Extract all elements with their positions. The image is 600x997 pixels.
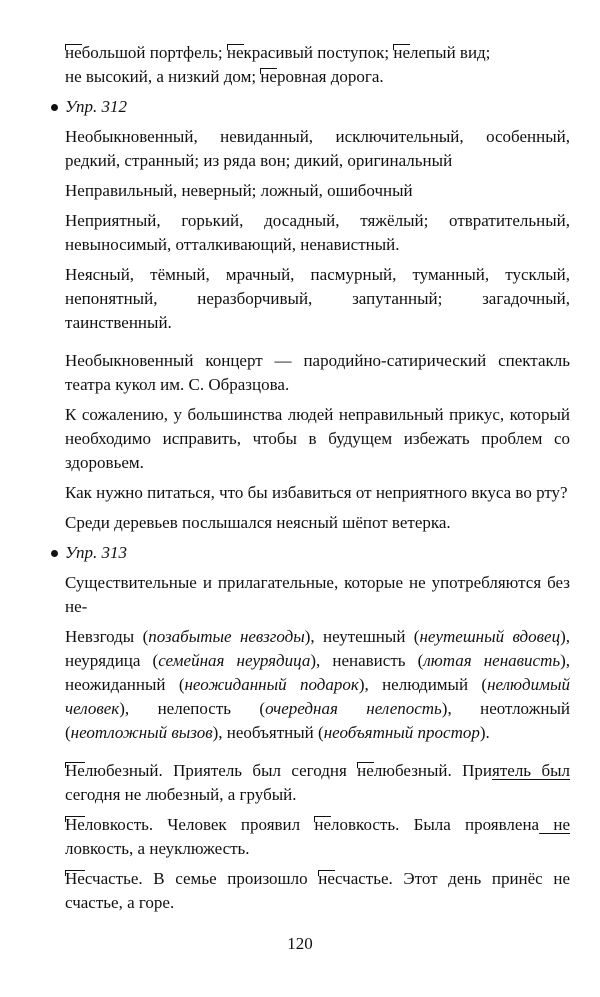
- example-phrase: нелюдимый человек: [65, 675, 571, 718]
- text: счастье. В семье произошло: [84, 869, 319, 888]
- prefix-mark: не: [260, 65, 277, 89]
- exercise-label: Упр. 312: [65, 97, 127, 116]
- page-number: 120: [287, 934, 313, 953]
- bullet-icon: [51, 104, 58, 111]
- text: ), неотложный (: [65, 699, 570, 742]
- text: красивый поступок;: [243, 43, 390, 62]
- sentence-2: К сожалению, у большинства людей неправильный прикус, который необходимо исправить, чтобы в будущем избежать проблем со здоровьем.: [65, 405, 570, 472]
- text: ), неурядица (: [65, 627, 570, 670]
- example-phrase: неожиданный подарок: [184, 675, 359, 694]
- prefix-mark: не: [357, 759, 374, 783]
- text: любезный. Приятель был сегодня: [84, 761, 358, 780]
- text: ), неожиданный (: [65, 651, 571, 694]
- synonyms-1: Необыкновенный, невиданный, исключительный, особенный, редкий, странный; из ряда вон; дикий, оригинальный: [65, 127, 570, 170]
- prefix-mark: не: [314, 813, 331, 837]
- bullet-icon: [51, 550, 58, 557]
- word-list: [65, 625, 570, 745]
- page-content: [65, 41, 570, 915]
- top-line-1: [65, 41, 570, 65]
- text: ), необъятный (: [212, 723, 324, 742]
- text: ловкость, а неуклюжесть.: [65, 839, 250, 858]
- sentence-3: Как нужно питаться, что бы избавиться от неприятного вкуса во рту?: [65, 483, 568, 502]
- prefix-mark: не: [393, 41, 410, 65]
- text: ), нелепость (: [119, 699, 266, 718]
- prefix-mark: Не: [65, 813, 85, 837]
- example-phrase: неотложный вызов: [70, 723, 213, 742]
- prefix-mark: Не: [65, 759, 85, 783]
- text: ровная дорога.: [276, 67, 384, 86]
- text: ловкость. Была проявлена: [331, 815, 540, 834]
- text: любезный. При: [373, 761, 493, 780]
- example-phrase: неутешный вдовец: [419, 627, 561, 646]
- sentence-4: Среди деревьев послышался неясный шёпот ветерка.: [65, 513, 451, 532]
- example-phrase: позабытые невзгоды: [148, 627, 305, 646]
- text: ), неутешный (: [304, 627, 420, 646]
- example-phrase: необъятный простор: [323, 723, 480, 742]
- pair-3: [65, 867, 570, 915]
- prefix-mark: не: [227, 41, 244, 65]
- synonyms-4: Неясный, тёмный, мрачный, пасмурный, туманный, тусклый, непонятный, неразборчивый, запутанный; загадочный, таинственный.: [65, 265, 570, 332]
- text: большой портфель;: [81, 43, 223, 62]
- pair-1: [65, 759, 570, 807]
- example-phrase: очередная нелепость: [265, 699, 442, 718]
- sentence-1: Необыкновенный концерт — пародийно-сатирический спектакль театра кукол им. С. Образцова.: [65, 351, 570, 394]
- example-phrase: лютая ненависть: [423, 651, 561, 670]
- prefix-mark: Не: [65, 867, 85, 891]
- underlined-text: ятель был: [492, 761, 570, 780]
- text: сегодня не любезный, а грубый.: [65, 785, 297, 804]
- top-line-2: [65, 65, 570, 89]
- exercise-312-heading: [65, 95, 570, 119]
- text: ).: [479, 723, 490, 742]
- synonyms-2: Неправильный, неверный; ложный, ошибочный: [65, 181, 413, 200]
- text: не высокий, а низкий дом;: [65, 67, 257, 86]
- exercise-313-heading: [65, 541, 570, 565]
- text: ), нелюдимый (: [358, 675, 488, 694]
- exercise-313-intro: Существительные и прилагательные, которые не употребляются без не-: [65, 573, 570, 616]
- example-phrase: семейная неурядица: [158, 651, 311, 670]
- prefix-mark: не: [318, 867, 335, 891]
- text: ловкость. Человек проявил: [84, 815, 315, 834]
- text: счастье. Этот день принёс не счастье, а горе.: [65, 869, 571, 912]
- synonyms-3: Неприятный, горький, досадный, тяжёлый; отвратительный, невыносимый, отталкивающий, ненавистный.: [65, 211, 570, 254]
- text: Невзгоды (: [65, 627, 149, 646]
- text: лепый вид;: [410, 43, 491, 62]
- exercise-label: Упр. 313: [65, 543, 127, 562]
- text: ), ненависть (: [310, 651, 424, 670]
- prefix-mark: не: [65, 41, 82, 65]
- underlined-text: не: [539, 815, 570, 834]
- pair-2: [65, 813, 570, 861]
